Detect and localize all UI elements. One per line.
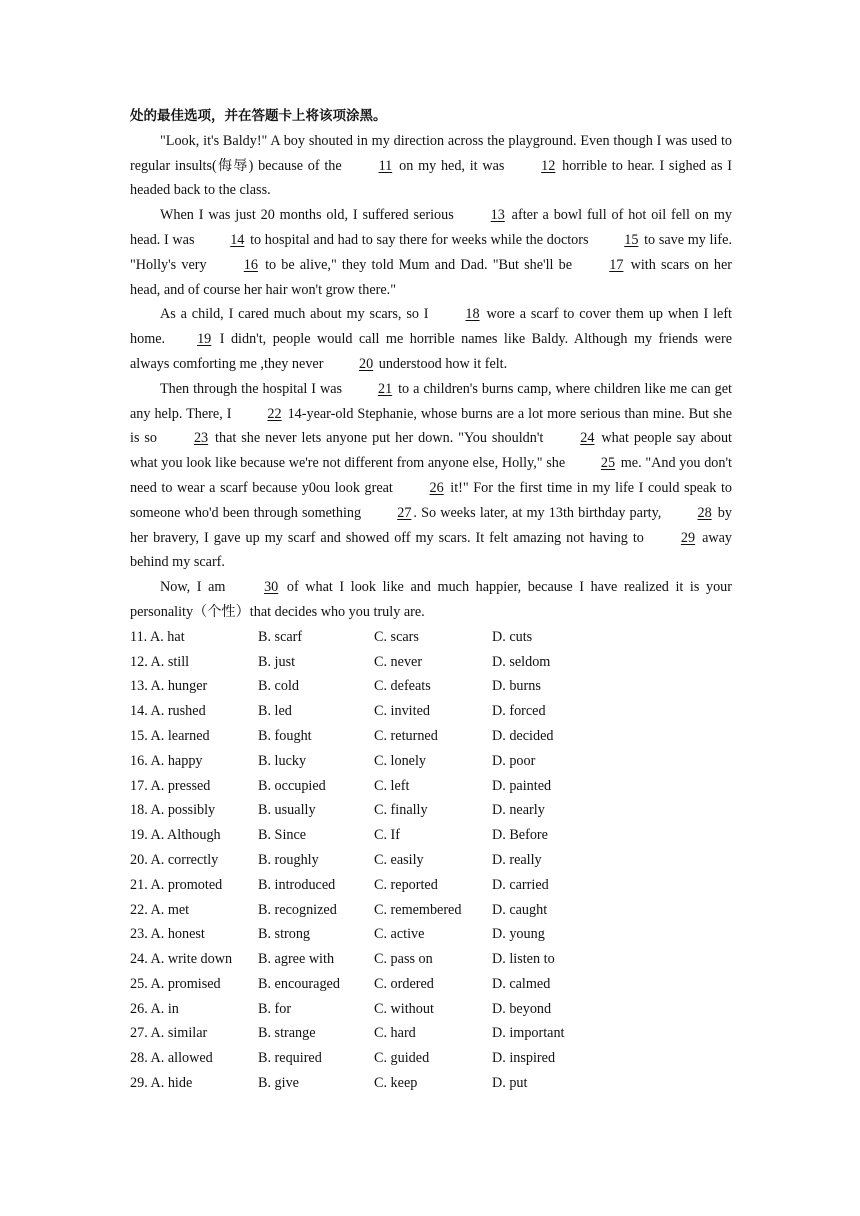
- passage-text: me. "And you don't need to wear a scarf because y0ou look great: [130, 455, 732, 496]
- option-choice: C. without: [374, 1000, 434, 1017]
- passage-text: to be alive," they told Mum and Dad. "But she'll be: [259, 256, 578, 273]
- option-choice: D. beyond: [492, 1000, 552, 1017]
- option-choice: C. hard: [374, 1025, 416, 1042]
- option-choice: 16. A. happy: [130, 752, 203, 769]
- blank-number: 13: [490, 207, 505, 224]
- option-row: [130, 1071, 732, 1096]
- option-choice: 28. A. allowed: [130, 1050, 213, 1067]
- option-row: [130, 699, 732, 724]
- option-choice: C. left: [374, 777, 410, 794]
- passage-text: on my hed, it was: [394, 157, 510, 174]
- option-choice: D. young: [492, 926, 545, 943]
- blank-number: 11: [378, 157, 393, 174]
- option-choice: 27. A. similar: [130, 1025, 208, 1042]
- blank-number: 12: [541, 157, 556, 174]
- option-choice: 11. A. hat: [130, 628, 185, 645]
- passage-text: horrible to hear. I sighed as I headed back to the class.: [130, 157, 732, 199]
- blank-number: 25: [600, 455, 616, 472]
- passage-text: . So weeks later, at my 13th birthday party,: [413, 504, 666, 521]
- option-choice: D. caught: [492, 901, 548, 918]
- option-choice: B. encouraged: [258, 975, 340, 992]
- blank-number: 27: [397, 504, 412, 521]
- option-choice: B. recognized: [258, 901, 337, 918]
- option-choice: C. never: [374, 653, 423, 670]
- blank-number: 16: [243, 256, 258, 273]
- option-choice: 21. A. promoted: [130, 876, 223, 893]
- passage-text: it!" For the first time in my life I could speak to someone who'd been through something: [130, 479, 733, 521]
- option-choice: 23. A. honest: [130, 926, 205, 943]
- option-choice: 19. A. Although: [130, 827, 221, 844]
- passage-paragraph: [130, 302, 732, 376]
- blank-number: 29: [680, 529, 696, 546]
- option-choice: D. inspired: [492, 1050, 556, 1067]
- blank-number: 22: [267, 405, 282, 422]
- option-choice: C. finally: [374, 802, 428, 819]
- blank-number: 19: [197, 331, 212, 348]
- passage-text: that she never lets anyone put her down. "You shouldn't: [210, 430, 549, 447]
- passage-text: after a bowl full of hot oil fell on my head. I was: [130, 207, 732, 248]
- passage-text: to save my life. "Holly's very: [130, 231, 732, 273]
- option-row: [130, 1021, 732, 1046]
- option-choice: C. invited: [374, 703, 430, 720]
- option-choice: C. defeats: [374, 678, 431, 695]
- option-choice: D. carried: [492, 876, 549, 893]
- option-choice: C. active: [374, 926, 425, 943]
- option-choice: D. nearly: [492, 802, 545, 819]
- option-choice: 26. A. in: [130, 1000, 179, 1017]
- option-choice: B. cold: [258, 678, 299, 695]
- option-choice: B. roughly: [258, 851, 319, 868]
- option-choice: 15. A. learned: [130, 727, 210, 744]
- blank-number: 28: [697, 504, 712, 521]
- option-row: [130, 848, 732, 873]
- option-choice: D. important: [492, 1025, 565, 1042]
- option-choice: 13. A. hunger: [130, 678, 208, 695]
- option-choice: B. required: [258, 1050, 322, 1067]
- option-choice: C. If: [374, 827, 401, 844]
- passage-paragraph: [130, 575, 732, 625]
- option-row: [130, 873, 732, 898]
- option-choice: B. lucky: [258, 752, 307, 769]
- option-choice: B. introduced: [258, 876, 336, 893]
- passage-paragraph: [130, 129, 732, 203]
- option-choice: 17. A. pressed: [130, 777, 211, 794]
- option-row: [130, 625, 732, 650]
- option-row: [130, 724, 732, 749]
- option-choice: B. give: [258, 1075, 299, 1092]
- option-choice: B. scarf: [258, 628, 303, 645]
- passage-text: what people say about what you look like because we're not different from anyone else, Holly," she: [130, 430, 732, 472]
- option-choice: C. keep: [374, 1075, 418, 1092]
- passage-text: to hospital and had to say there for weeks while the doctors: [246, 231, 593, 248]
- blank-number: 26: [429, 479, 444, 496]
- instruction-text: 处的最佳选项，并在答题卡上将该项涂黑。: [130, 108, 387, 124]
- option-choice: D. seldom: [492, 653, 551, 670]
- passage-text: "Look, it's Baldy!" A boy shouted in my direction across the playground. Even though I was used to regular insults(侮辱) because of the: [130, 132, 732, 174]
- passage-text: by her bravery, I gave up my scarf and showed off my scars. It felt amazing not having to: [130, 504, 732, 546]
- option-choice: C. easily: [374, 851, 424, 868]
- option-choice: D. poor: [492, 752, 536, 769]
- option-row: [130, 823, 732, 848]
- option-row: [130, 674, 732, 699]
- passage-text: Then through the hospital I was: [160, 380, 346, 397]
- option-choice: D. forced: [492, 703, 546, 720]
- option-row: [130, 650, 732, 675]
- answer-options: [130, 625, 732, 1096]
- option-row: [130, 972, 732, 997]
- blank-number: 15: [624, 231, 639, 248]
- passage-text: As a child, I cared much about my scars, so I: [160, 306, 434, 323]
- option-row: [130, 997, 732, 1022]
- passage-text: to a children's burns camp, where children like me can get any help. There, I: [130, 380, 732, 422]
- option-choice: 25. A. promised: [130, 975, 221, 992]
- blank-number: 17: [609, 256, 624, 273]
- option-choice: B. fought: [258, 727, 312, 744]
- option-choice: C. reported: [374, 876, 438, 893]
- option-choice: D. calmed: [492, 975, 551, 992]
- option-choice: C. lonely: [374, 752, 427, 769]
- option-row: [130, 749, 732, 774]
- blank-number: 30: [264, 579, 279, 596]
- option-row: [130, 774, 732, 799]
- blank-number: 14: [230, 231, 245, 248]
- option-choice: D. cuts: [492, 628, 533, 645]
- option-choice: B. Since: [258, 827, 307, 844]
- option-choice: 20. A. correctly: [130, 851, 219, 868]
- cloze-passage: [130, 129, 732, 625]
- blank-number: 24: [580, 430, 595, 447]
- passage-text: away behind my scarf.: [130, 529, 733, 571]
- option-choice: B. for: [258, 1000, 292, 1017]
- option-row: [130, 898, 732, 923]
- option-choice: B. usually: [258, 802, 316, 819]
- option-row: [130, 1046, 732, 1071]
- passage-text: with scars on her head, and of course her hair won't grow there.": [130, 256, 732, 298]
- option-choice: C. ordered: [374, 975, 434, 992]
- passage-paragraph: [130, 203, 732, 302]
- option-choice: 12. A. still: [130, 653, 190, 670]
- passage-text: understood how it felt.: [375, 355, 508, 372]
- option-choice: C. pass on: [374, 951, 433, 968]
- passage-text: Now, I am: [160, 579, 233, 596]
- option-choice: D. decided: [492, 727, 554, 744]
- option-choice: 22. A. met: [130, 901, 190, 918]
- passage-text: When I was just 20 months old, I suffered serious: [160, 207, 459, 224]
- option-choice: C. returned: [374, 727, 438, 744]
- blank-number: 18: [465, 306, 480, 323]
- option-choice: D. put: [492, 1075, 528, 1092]
- option-choice: D. burns: [492, 678, 541, 695]
- option-choice: D. painted: [492, 777, 552, 794]
- option-choice: 24. A. write down: [130, 951, 233, 968]
- passage-text: wore a scarf to cover them up when I left home.: [130, 306, 732, 348]
- option-choice: D. really: [492, 851, 542, 868]
- blank-number: 23: [193, 430, 209, 447]
- option-choice: C. scars: [374, 628, 419, 645]
- exam-page: [130, 104, 732, 1096]
- passage-text: of what I look like and much happier, because I have realized it is your personality（个性）that decides who you truly are.: [130, 579, 732, 620]
- option-row: [130, 798, 732, 823]
- option-choice: 14. A. rushed: [130, 703, 206, 720]
- option-choice: B. agree with: [258, 951, 335, 968]
- option-choice: B. just: [258, 653, 296, 670]
- option-choice: C. remembered: [374, 901, 462, 918]
- option-choice: B. strange: [258, 1025, 316, 1042]
- option-choice: D. Before: [492, 827, 548, 844]
- option-choice: C. guided: [374, 1050, 430, 1067]
- option-choice: B. led: [258, 703, 292, 720]
- passage-text: 14-year-old Stephanie, whose burns are a lot more serious than mine. But she is so: [130, 405, 732, 447]
- blank-number: 20: [358, 355, 374, 372]
- option-choice: B. strong: [258, 926, 311, 943]
- passage-paragraph: [130, 377, 732, 575]
- option-row: [130, 947, 732, 972]
- option-choice: D. listen to: [492, 951, 555, 968]
- blank-number: 21: [377, 380, 393, 397]
- option-choice: B. occupied: [258, 777, 326, 794]
- option-choice: 18. A. possibly: [130, 802, 216, 819]
- option-choice: 29. A. hide: [130, 1075, 193, 1092]
- passage-text: I didn't, people would call me horrible names like Baldy. Although my friends were always comforting me ,they never: [130, 331, 732, 372]
- option-row: [130, 922, 732, 947]
